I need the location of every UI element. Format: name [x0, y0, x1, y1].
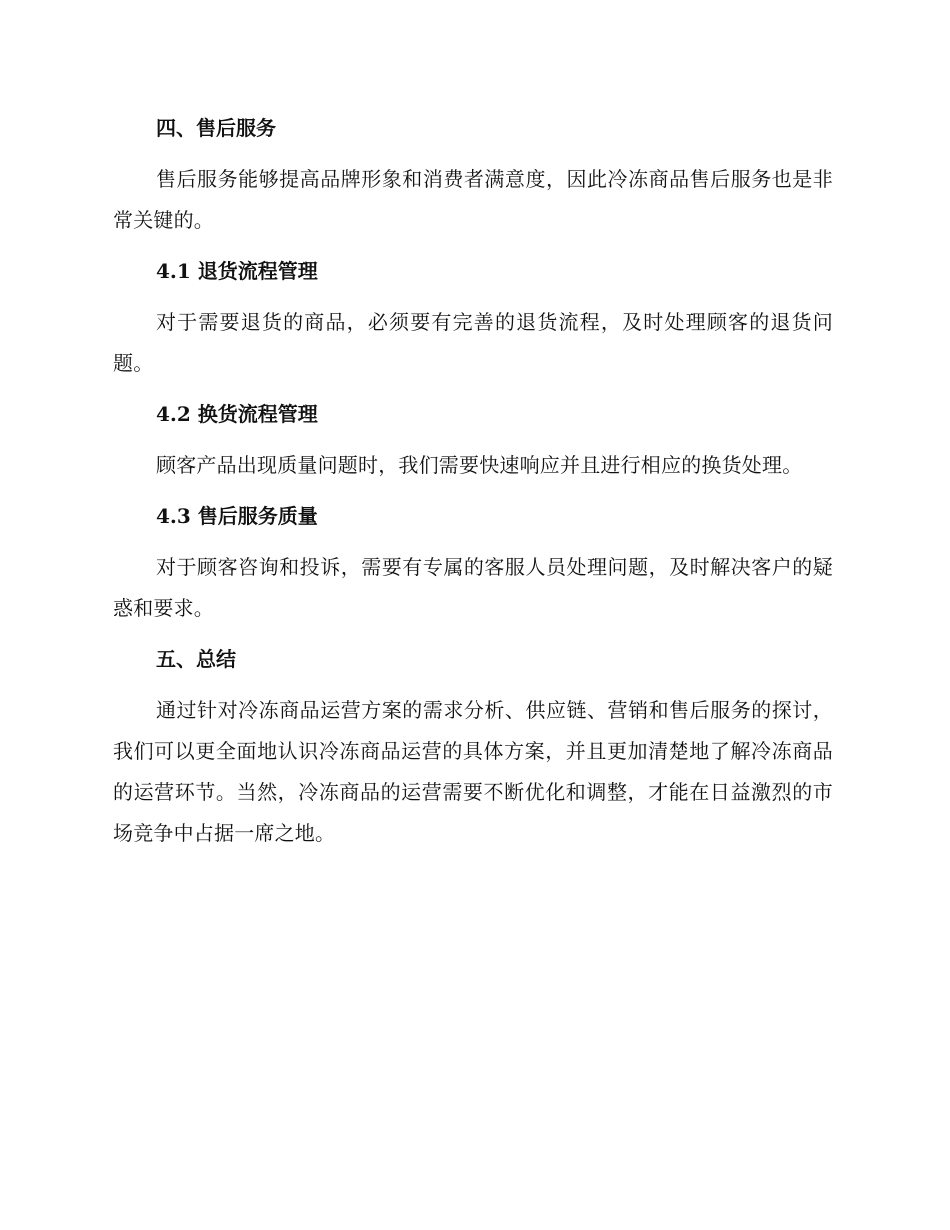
- after-sales-intro-paragraph: 售后服务能够提高品牌形象和消费者满意度，因此冷冻商品售后服务也是非常关键的。: [113, 167, 833, 232]
- exchange-process-paragraph: 顾客产品出现质量问题时，我们需要快速响应并且进行相应的换货处理。: [156, 453, 803, 477]
- return-process-paragraph: 对于需要退货的商品，必须要有完善的退货流程，及时处理顾客的退货问题。: [113, 310, 833, 375]
- document-page: [113, 108, 833, 854]
- subheading-service-quality: 4.3 售后服务质量: [156, 504, 318, 528]
- summary-paragraph: 通过针对冷冻商品运营方案的需求分析、供应链、营销和售后服务的探讨，我们可以更全面地认识冷冻商品运营的具体方案，并且更加清楚地了解冷冻商品的运营环节。当然，冷冻商品的运营需要不断优化和调整，才能在日益激烈的市场竞争中占据一席之地。: [113, 698, 833, 845]
- subheading-exchange-process: 4.2 换货流程管理: [156, 402, 318, 426]
- subheading-return-process: 4.1 退货流程管理: [156, 259, 318, 283]
- section-heading-summary: 五、总结: [156, 647, 236, 671]
- section-heading-after-sales: 四、售后服务: [156, 116, 276, 140]
- service-quality-paragraph: 对于顾客咨询和投诉，需要有专属的客服人员处理问题，及时解决客户的疑惑和要求。: [113, 555, 833, 620]
